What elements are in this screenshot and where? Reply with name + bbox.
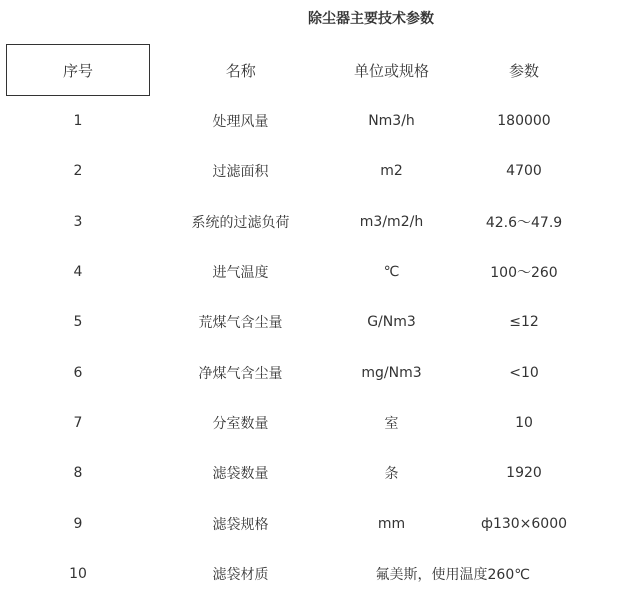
- cell-name: 滤袋数量: [212, 466, 269, 483]
- cell-name: 滤袋材质: [212, 566, 269, 583]
- cell-name: 荒煤气含尘量: [198, 315, 283, 332]
- cell-merged-value: 氟美斯，使用温度260℃: [375, 566, 530, 583]
- cell-name: 净煤气含尘量: [198, 365, 283, 382]
- cell-unit: m3/m2/h: [359, 213, 424, 230]
- cell-value: 4700: [506, 163, 542, 180]
- cell-unit: 条: [384, 466, 399, 483]
- cell-unit: ℃: [383, 264, 400, 281]
- cell-index: 9: [73, 515, 83, 532]
- cell-value: ≤12: [509, 314, 539, 331]
- cell-name: 处理风量: [212, 113, 269, 130]
- header-name: 名称: [225, 61, 256, 80]
- table-row: [7, 398, 597, 448]
- header-unit: 单位或规格: [353, 61, 429, 80]
- table-row: [7, 96, 597, 147]
- cell-index: 7: [73, 414, 83, 431]
- cell-name: 系统的过滤负荷: [191, 214, 290, 231]
- cell-value: 100～260: [490, 265, 558, 282]
- cell-value: 1920: [506, 465, 542, 482]
- cell-index: 10: [69, 565, 87, 582]
- header-value: 参数: [508, 61, 539, 80]
- table-row: [7, 197, 597, 247]
- cell-index: 2: [73, 163, 83, 180]
- cell-value: 180000: [497, 112, 551, 129]
- cell-unit: m2: [380, 163, 403, 180]
- cell-name: 滤袋规格: [212, 516, 269, 533]
- table-header: [7, 45, 597, 96]
- table-row: [7, 549, 597, 599]
- table-body: [7, 96, 597, 599]
- cell-name: 过滤面积: [212, 164, 269, 181]
- cell-value: 10: [515, 414, 533, 431]
- header-index: 序号: [7, 45, 150, 96]
- parameter-table: [6, 44, 597, 599]
- cell-value: ф130×6000: [480, 515, 568, 532]
- cell-index: 5: [73, 314, 83, 331]
- table-row: [7, 448, 597, 498]
- table-row: [7, 247, 597, 297]
- table-row: [7, 297, 597, 347]
- cell-unit: 室: [384, 415, 399, 432]
- cell-value: 42.6～47.9: [485, 214, 563, 231]
- header-row: [7, 45, 597, 96]
- table-row: [7, 347, 597, 397]
- cell-index: 4: [73, 264, 83, 281]
- table-row: [7, 498, 597, 548]
- cell-unit: Nm3/h: [368, 112, 415, 129]
- document-title: 除尘器主要技术参数: [308, 11, 434, 27]
- cell-unit: G/Nm3: [367, 314, 416, 331]
- cell-unit: mm: [377, 515, 406, 532]
- cell-index: 3: [73, 213, 83, 230]
- table-row: [7, 146, 597, 196]
- cell-index: 8: [73, 465, 83, 482]
- cell-unit: mg/Nm3: [361, 364, 422, 381]
- cell-name: 进气温度: [212, 265, 269, 282]
- cell-name: 分室数量: [212, 415, 269, 432]
- cell-value: <10: [509, 364, 539, 381]
- cell-index: 1: [73, 113, 83, 130]
- cell-index: 6: [73, 364, 83, 381]
